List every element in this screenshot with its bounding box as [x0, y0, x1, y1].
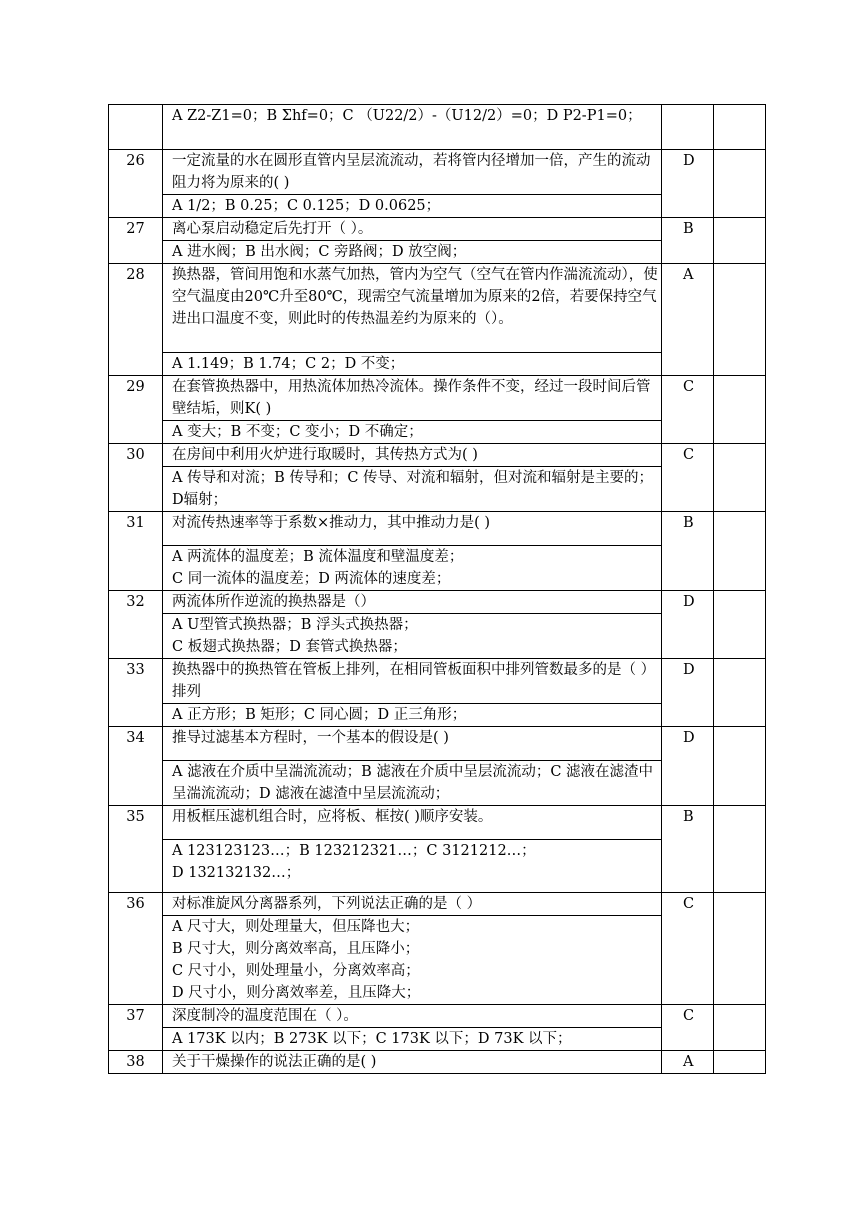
table-row: [109, 806, 766, 840]
blank-cell: [714, 1051, 766, 1074]
question-options: A 传导和对流；B 传导和；C 传导、对流和辐射，但对流和辐射是主要的；D辐射；: [163, 467, 662, 512]
blank-cell: [714, 512, 766, 591]
question-options: A 滤液在介质中呈湍流流动；B 滤液在介质中呈层流流动；C 滤液在滤渣中呈湍流流动；D 滤液在滤渣中呈层流流动；: [163, 761, 662, 806]
question-number: 32: [109, 591, 163, 659]
blank-cell: [714, 591, 766, 659]
table-row: [109, 105, 766, 150]
question-number: 28: [109, 264, 163, 376]
question-options: A 1.149；B 1.74；C 2；D 不变；: [163, 353, 662, 376]
answer-cell: D: [662, 150, 714, 218]
answer-cell: A: [662, 1051, 714, 1074]
blank-cell: [714, 150, 766, 218]
question-number: 31: [109, 512, 163, 591]
question-text: 离心泵启动稳定后先打开（ ）。: [163, 218, 662, 241]
question-options: A 进水阀；B 出水阀；C 旁路阀；D 放空阀；: [163, 241, 662, 264]
blank-cell: [714, 1005, 766, 1051]
table-row: [109, 1051, 766, 1074]
blank-cell: [714, 376, 766, 444]
table-row: [109, 444, 766, 467]
blank-cell: [714, 444, 766, 512]
question-options: A 正方形；B 矩形；C 同心圆；D 正三角形；: [163, 704, 662, 727]
answer-cell: D: [662, 659, 714, 727]
question-options: A 尺寸大，则处理量大，但压降也大； B 尺寸大，则分离效率高，且压降小； C 尺寸小，则处理量小，分离效率高； D 尺寸小，则分离效率差，且压降大；: [163, 916, 662, 1005]
answer-cell: B: [662, 218, 714, 264]
question-text: 推导过滤基本方程时，一个基本的假设是( ): [163, 727, 662, 761]
question-number: 35: [109, 806, 163, 893]
question-text: 对标准旋风分离器系列，下列说法正确的是（ ）: [163, 893, 662, 916]
question-number: 34: [109, 727, 163, 806]
question-options: A Z2-Z1=0；B Σhf=0；C （U22/2）-（U12/2）=0；D P2-P1=0；: [163, 105, 662, 150]
table-row: [109, 376, 766, 421]
question-number: 30: [109, 444, 163, 512]
question-text: 用板框压滤机组合时，应将板、框按( )顺序安装。: [163, 806, 662, 840]
question-number: 29: [109, 376, 163, 444]
table-row: [109, 264, 766, 353]
question-options: A U型管式换热器；B 浮头式换热器； C 板翅式换热器；D 套管式换热器；: [163, 614, 662, 659]
table-row: [109, 591, 766, 614]
answer-cell: D: [662, 591, 714, 659]
answer-cell: C: [662, 893, 714, 1005]
question-options: A 1/2；B 0.25；C 0.125；D 0.0625；: [163, 195, 662, 218]
question-options: A 两流体的温度差；B 流体温度和壁温度差； C 同一流体的温度差；D 两流体的速度差；: [163, 546, 662, 591]
answer-cell: C: [662, 444, 714, 512]
question-number: 38: [109, 1051, 163, 1074]
blank-cell: [714, 806, 766, 893]
answer-cell: C: [662, 376, 714, 444]
question-text: 换热器，管间用饱和水蒸气加热，管内为空气（空气在管内作湍流流动），使空气温度由20℃升至80℃，现需空气流量增加为原来的2倍，若要保持空气进出口温度不变，则此时的传热温差约为原来的（）。: [163, 264, 662, 353]
table-row: [109, 893, 766, 916]
table-row: [109, 727, 766, 761]
table-row: [109, 659, 766, 704]
question-number: 33: [109, 659, 163, 727]
table-row: [109, 512, 766, 546]
answer-cell: B: [662, 512, 714, 591]
blank-cell: [714, 218, 766, 264]
question-text: 两流体所作逆流的换热器是（）: [163, 591, 662, 614]
question-text: 深度制冷的温度范围在（ ）。: [163, 1005, 662, 1028]
question-number: 37: [109, 1005, 163, 1051]
question-options: A 123123123…；B 123212321…；C 3121212…； D 132132132…；: [163, 840, 662, 893]
answer-cell: C: [662, 1005, 714, 1051]
table-row: [109, 218, 766, 241]
question-text: 对流传热速率等于系数×推动力，其中推动力是( ): [163, 512, 662, 546]
question-number: 36: [109, 893, 163, 1005]
question-text: 在套管换热器中，用热流体加热冷流体。操作条件不变，经过一段时间后管壁结垢，则K( ): [163, 376, 662, 421]
question-text: 关于干燥操作的说法正确的是( ): [163, 1051, 662, 1074]
question-table: [108, 104, 766, 1074]
blank-cell: [714, 105, 766, 150]
blank-cell: [714, 264, 766, 376]
question-number: [109, 105, 163, 150]
answer-cell: D: [662, 727, 714, 806]
answer-cell: [662, 105, 714, 150]
question-number: 26: [109, 150, 163, 218]
question-options: A 变大；B 不变；C 变小；D 不确定；: [163, 421, 662, 444]
blank-cell: [714, 893, 766, 1005]
question-number: 27: [109, 218, 163, 264]
table-row: [109, 1005, 766, 1028]
question-text: 在房间中利用火炉进行取暖时，其传热方式为( ): [163, 444, 662, 467]
question-text: 一定流量的水在圆形直管内呈层流流动，若将管内径增加一倍，产生的流动阻力将为原来的( ): [163, 150, 662, 195]
table-row: [109, 150, 766, 195]
answer-cell: A: [662, 264, 714, 376]
question-text: 换热器中的换热管在管板上排列，在相同管板面积中排列管数最多的是（ ）排列: [163, 659, 662, 704]
question-options: A 173K 以内；B 273K 以下；C 173K 以下；D 73K 以下；: [163, 1028, 662, 1051]
answer-cell: B: [662, 806, 714, 893]
blank-cell: [714, 659, 766, 727]
blank-cell: [714, 727, 766, 806]
